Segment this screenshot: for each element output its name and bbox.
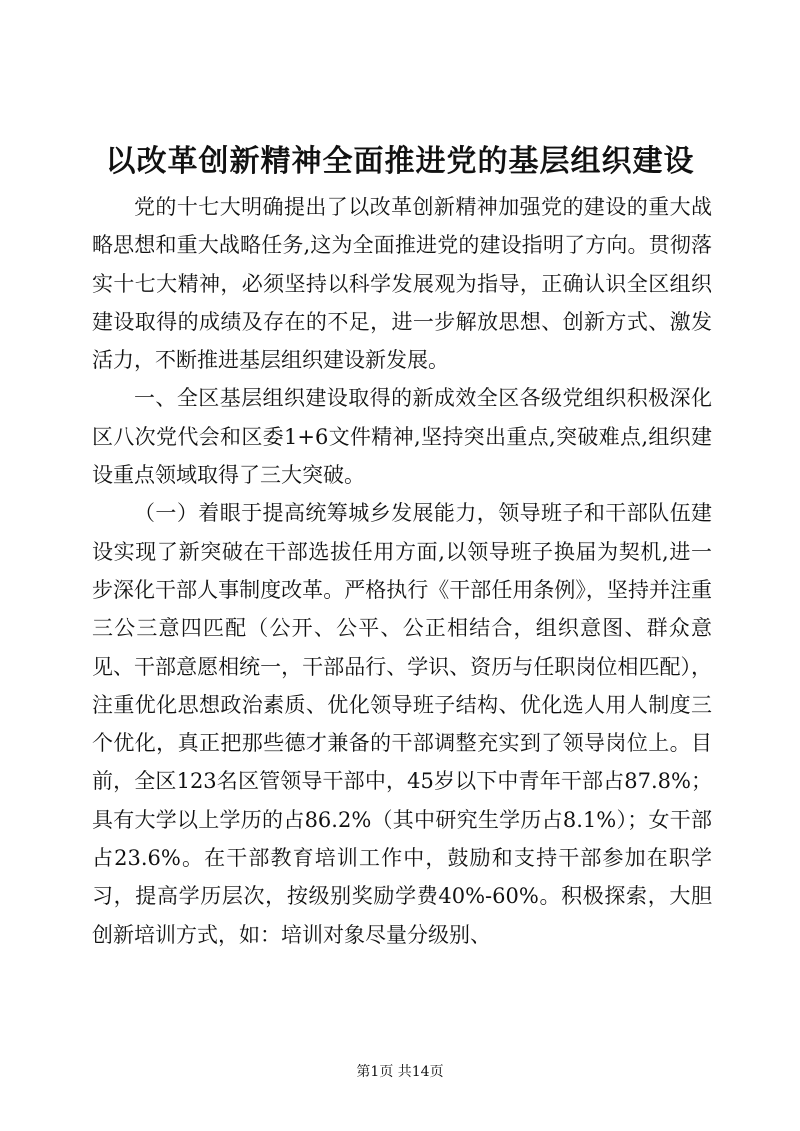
paragraph-subsection-one: （一）着眼于提高统筹城乡发展能力，领导班子和干部队伍建设实现了新突破在干部选拔任用方面,以领导班子换届为契机,进一步深化干部人事制度改革。严格执行《干部任用条例》，坚持并注重三公三意四匹配（公开、公平、公正相结合，组织意图、群众意见、干部意愿相统一，干部品行、学识、资历与任职岗位相匹配），注重优化思想政治素质、优化领导班子结构、优化选人用人制度三个优化，真正把那些德才兼备的干部调整充实到了领导岗位上。目前，全区123名区管领导干部中，45岁以下中青年干部占87.8%；具有大学以上学历的占86.2%（其中研究生学历占8.1%）；女干部占23.6%。在干部教育培训工作中，鼓励和支持干部参加在职学习，提高学历层次，按级别奖励学费40%-60%。积极探索，大胆创新培训方式，如：培训对象尽量分级别、 [92,501,712,947]
document-body [92,188,712,954]
page-footer: 第1页 共14页 [356,1064,444,1080]
paragraph-intro: 党的十七大明确提出了以改革创新精神加强党的建设的重大战略思想和重大战略任务,这为全面推进党的建设指明了方向。贯彻落实十七大精神，必须坚持以科学发展观为指导，正确认识全区组织建设取得的成绩及存在的不足，进一步解放思想、创新方式、激发活力，不断推进基层组织建设新发展。 [92,195,712,373]
document-title: 以改革创新精神全面推进党的基层组织建设 [105,144,695,179]
paragraph-section-one: 一、全区基层组织建设取得的新成效全区各级党组织积极深化区八次党代会和区委1+6文件精神,坚持突出重点,突破难点,组织建设重点领域取得了三大突破。 [92,386,712,488]
